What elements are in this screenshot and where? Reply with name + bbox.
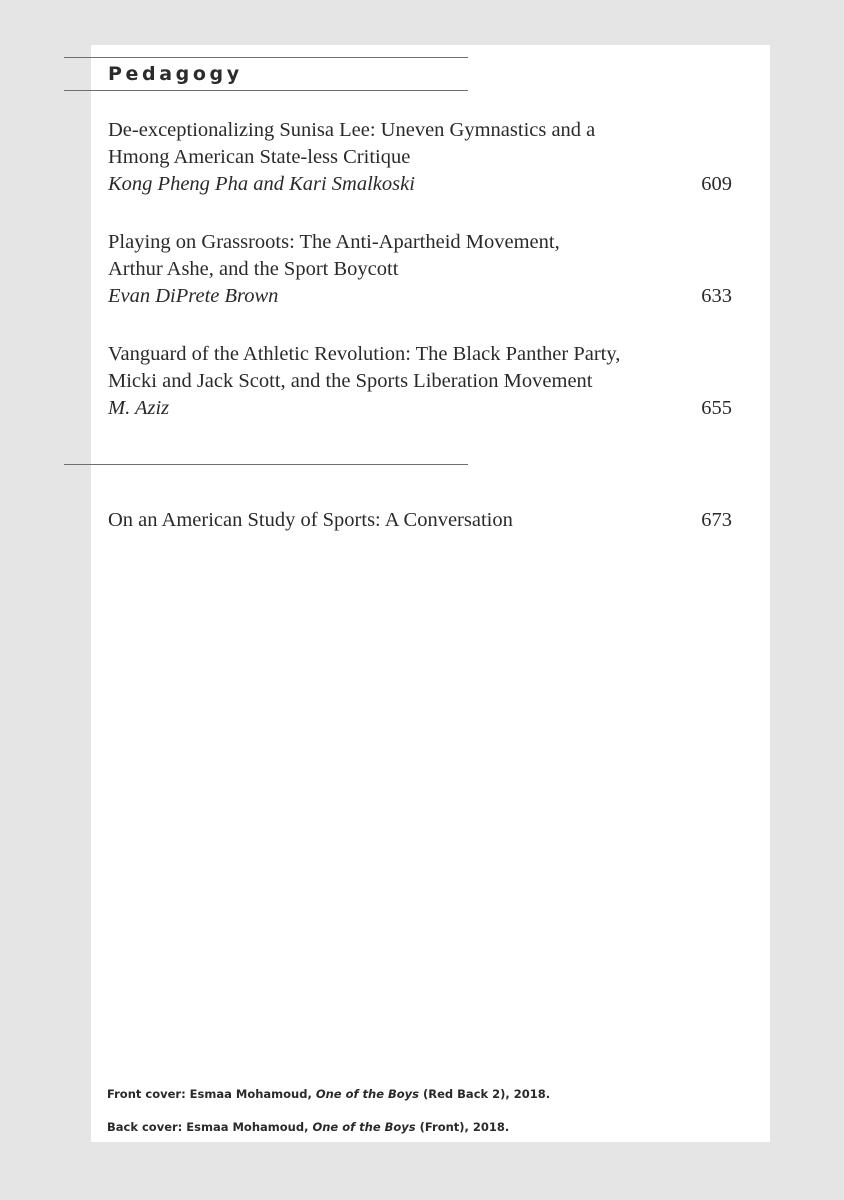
entry-page-number: 633 bbox=[701, 285, 732, 307]
entry-title-line: Vanguard of the Athletic Revolution: The Black Panther Party, bbox=[108, 343, 621, 365]
credit-text: (Red Back 2), 2018. bbox=[419, 1087, 551, 1101]
credit-text: (Front), 2018. bbox=[415, 1120, 510, 1134]
entry-title-line: Arthur Ashe, and the Sport Boycott bbox=[108, 258, 399, 280]
entry-page-number: 655 bbox=[701, 397, 732, 419]
entry-authors: M. Aziz bbox=[108, 397, 170, 419]
heading-top-rule bbox=[64, 57, 468, 58]
page bbox=[91, 45, 770, 1142]
entry-title-line: Playing on Grassroots: The Anti-Apartheid Movement, bbox=[108, 231, 560, 253]
toc-entry bbox=[108, 117, 732, 198]
entry-title-line: Hmong American State-less Critique bbox=[108, 146, 411, 168]
credit-work-title: One of the Boys bbox=[315, 1087, 420, 1101]
credit-text: Front cover: Esmaa Mohamoud, bbox=[107, 1087, 316, 1101]
entry-page-number: 609 bbox=[701, 173, 732, 195]
credit-work-title: One of the Boys bbox=[312, 1120, 416, 1134]
entry-title-line: Micki and Jack Scott, and the Sports Liberation Movement bbox=[108, 370, 593, 392]
entry-title-line: On an American Study of Sports: A Conversation bbox=[108, 509, 513, 531]
back-cover-credit bbox=[107, 1119, 509, 1135]
entry-title-line: De-exceptionalizing Sunisa Lee: Uneven Gymnastics and a bbox=[108, 119, 596, 141]
section-heading: Pedagogy bbox=[108, 63, 243, 85]
toc-entry-conversation bbox=[108, 507, 732, 534]
entry-authors: Kong Pheng Pha and Kari Smalkoski bbox=[108, 173, 415, 195]
toc-entry bbox=[108, 229, 732, 310]
heading-bottom-rule bbox=[64, 90, 468, 91]
credit-text: Back cover: Esmaa Mohamoud, bbox=[107, 1120, 313, 1134]
section-divider bbox=[64, 464, 468, 465]
toc-entry bbox=[108, 341, 732, 422]
entry-authors: Evan DiPrete Brown bbox=[108, 285, 279, 307]
entry-page-number: 673 bbox=[701, 509, 732, 531]
front-cover-credit bbox=[107, 1086, 550, 1102]
